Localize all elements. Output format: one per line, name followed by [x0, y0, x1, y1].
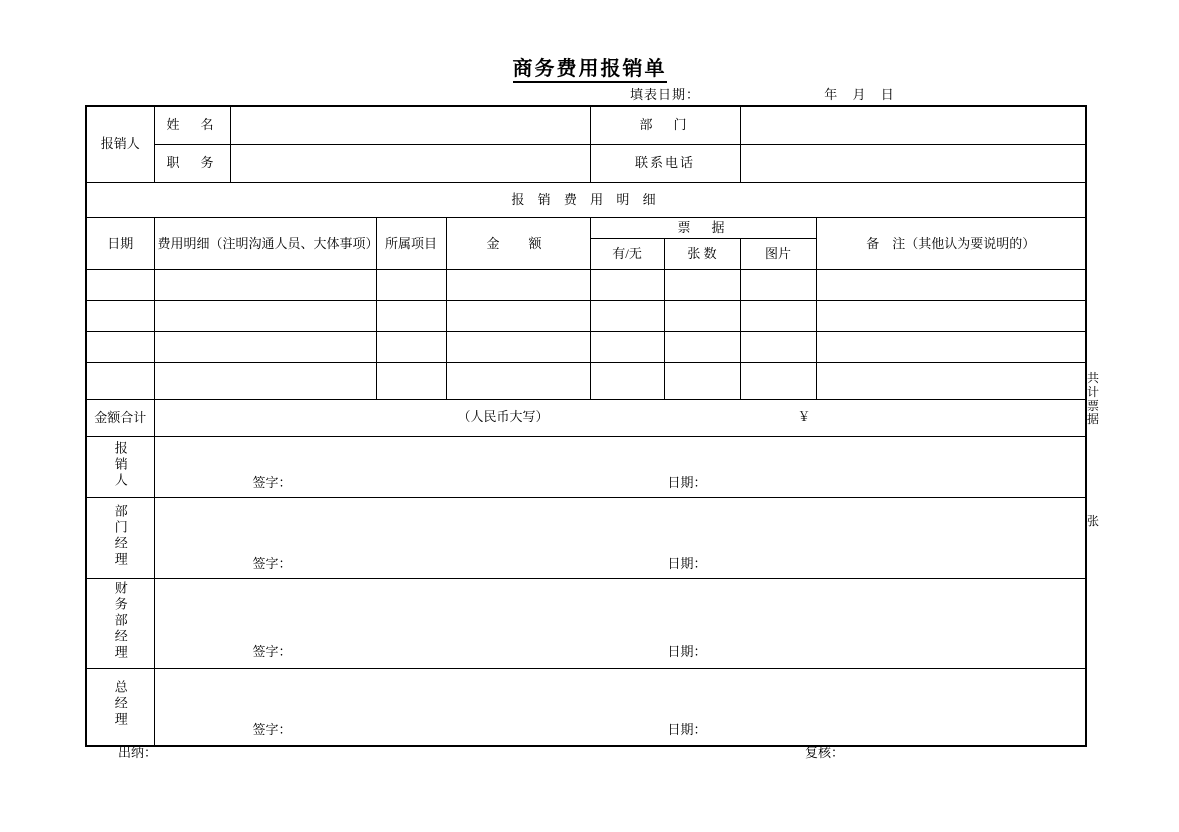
cell-receipt-image[interactable]	[740, 301, 816, 332]
signature-fields-dept-manager[interactable]	[154, 498, 1086, 579]
cell-amount[interactable]	[446, 270, 590, 301]
cell-receipt-has[interactable]	[590, 301, 664, 332]
applicant-name-row	[86, 106, 1086, 145]
cell-project[interactable]	[376, 270, 446, 301]
cell-receipt-count[interactable]	[664, 332, 740, 363]
cell-receipt-count[interactable]	[664, 301, 740, 332]
total-row	[86, 400, 1086, 437]
cell-expense-detail[interactable]	[154, 270, 376, 301]
side-note-total-receipts	[1086, 372, 1100, 427]
cell-project[interactable]	[376, 301, 446, 332]
cell-receipt-has[interactable]	[590, 270, 664, 301]
cell-receipt-image[interactable]	[740, 332, 816, 363]
col-header-amount: 金 额	[446, 218, 590, 270]
rmb-words-label: （人民币大写）	[457, 409, 549, 425]
cell-expense-detail[interactable]	[154, 301, 376, 332]
cell-remark[interactable]	[816, 363, 1086, 400]
col-header-remark: 备 注（其他认为要说明的）	[816, 218, 1086, 270]
col-header-receipt: 票 据	[590, 218, 816, 239]
cell-amount[interactable]	[446, 301, 590, 332]
total-label: 金额合计	[86, 400, 154, 437]
signature-fields-finance-manager[interactable]	[154, 579, 1086, 668]
signature-label-applicant[interactable]: 签字：	[252, 475, 292, 490]
cell-project[interactable]	[376, 363, 446, 400]
signature-fields-applicant[interactable]	[154, 437, 1086, 498]
cell-receipt-image[interactable]	[740, 363, 816, 400]
page-title	[0, 52, 1179, 81]
table-row	[86, 363, 1086, 400]
cell-receipt-count[interactable]	[664, 363, 740, 400]
signature-row-general-manager	[86, 668, 1086, 746]
side-note-text: 共 计 票 据	[1086, 371, 1099, 427]
main-form-table	[85, 105, 1087, 747]
col-header-date: 日期	[86, 218, 154, 270]
signature-role-applicant: 报销人	[86, 437, 154, 498]
cell-date[interactable]	[86, 332, 154, 363]
phone-label: 联系电话	[590, 145, 740, 183]
signature-row-applicant	[86, 437, 1086, 498]
signature-role-general-manager: 总经理	[86, 668, 154, 746]
cell-amount[interactable]	[446, 332, 590, 363]
signature-date-label-general-manager[interactable]: 日期：	[667, 722, 707, 738]
table-row	[86, 332, 1086, 363]
cell-expense-detail[interactable]	[154, 363, 376, 400]
cell-date[interactable]	[86, 301, 154, 332]
col-header-receipt-image: 图片	[740, 239, 816, 270]
signature-label-general-manager[interactable]: 签字：	[252, 722, 292, 738]
side-note-unit: 张	[1086, 514, 1099, 528]
applicant-position-row	[86, 145, 1086, 183]
col-header-project: 所属项目	[376, 218, 446, 270]
cell-receipt-has[interactable]	[590, 363, 664, 400]
cashier-label[interactable]: 出纳：	[118, 745, 158, 760]
cell-expense-detail[interactable]	[154, 332, 376, 363]
signature-date-label-applicant[interactable]: 日期：	[667, 475, 707, 490]
position-label: 职 务	[154, 145, 230, 183]
signature-role-finance-manager: 财务部经理	[86, 579, 154, 668]
year-month-day-label: 年 月 日	[824, 87, 900, 102]
table-row	[86, 301, 1086, 332]
signature-row-dept-manager	[86, 498, 1086, 579]
signature-label-dept-manager[interactable]: 签字：	[252, 556, 292, 571]
review-label[interactable]: 复核：	[805, 745, 845, 760]
signature-date-label-dept-manager[interactable]: 日期：	[667, 556, 707, 571]
col-header-receipt-has: 有/无	[590, 239, 664, 270]
cell-remark[interactable]	[816, 301, 1086, 332]
detail-header-row-1	[86, 218, 1086, 239]
signature-date-label-finance-manager[interactable]: 日期：	[667, 644, 707, 660]
cell-remark[interactable]	[816, 332, 1086, 363]
cell-amount[interactable]	[446, 363, 590, 400]
col-header-receipt-count: 张 数	[664, 239, 740, 270]
signature-fields-general-manager[interactable]	[154, 668, 1086, 746]
page-title-text: 商务费用报销单	[513, 58, 667, 83]
currency-symbol: ￥	[797, 409, 811, 425]
cell-remark[interactable]	[816, 270, 1086, 301]
cell-receipt-image[interactable]	[740, 270, 816, 301]
cell-receipt-count[interactable]	[664, 270, 740, 301]
col-header-expense-detail: 费用明细（注明沟通人员、大体事项）	[154, 218, 376, 270]
table-row	[86, 270, 1086, 301]
fill-date-line	[630, 84, 900, 103]
detail-section-title: 报 销 费 用 明 细	[86, 183, 1086, 218]
phone-value[interactable]	[740, 145, 1086, 183]
signature-role-dept-manager: 部门经理	[86, 498, 154, 579]
department-label: 部 门	[590, 106, 740, 145]
signature-label-finance-manager[interactable]: 签字：	[252, 644, 292, 660]
cell-date[interactable]	[86, 363, 154, 400]
fill-date-label: 填表日期：	[630, 87, 701, 102]
detail-section-title-row	[86, 183, 1086, 218]
name-label: 姓 名	[154, 106, 230, 145]
position-value[interactable]	[230, 145, 590, 183]
cell-receipt-has[interactable]	[590, 332, 664, 363]
cell-project[interactable]	[376, 332, 446, 363]
applicant-label: 报销人	[86, 106, 154, 183]
cell-date[interactable]	[86, 270, 154, 301]
signature-row-finance-manager	[86, 579, 1086, 668]
department-value[interactable]	[740, 106, 1086, 145]
name-value[interactable]	[230, 106, 590, 145]
total-value-cell[interactable]	[154, 400, 1086, 437]
